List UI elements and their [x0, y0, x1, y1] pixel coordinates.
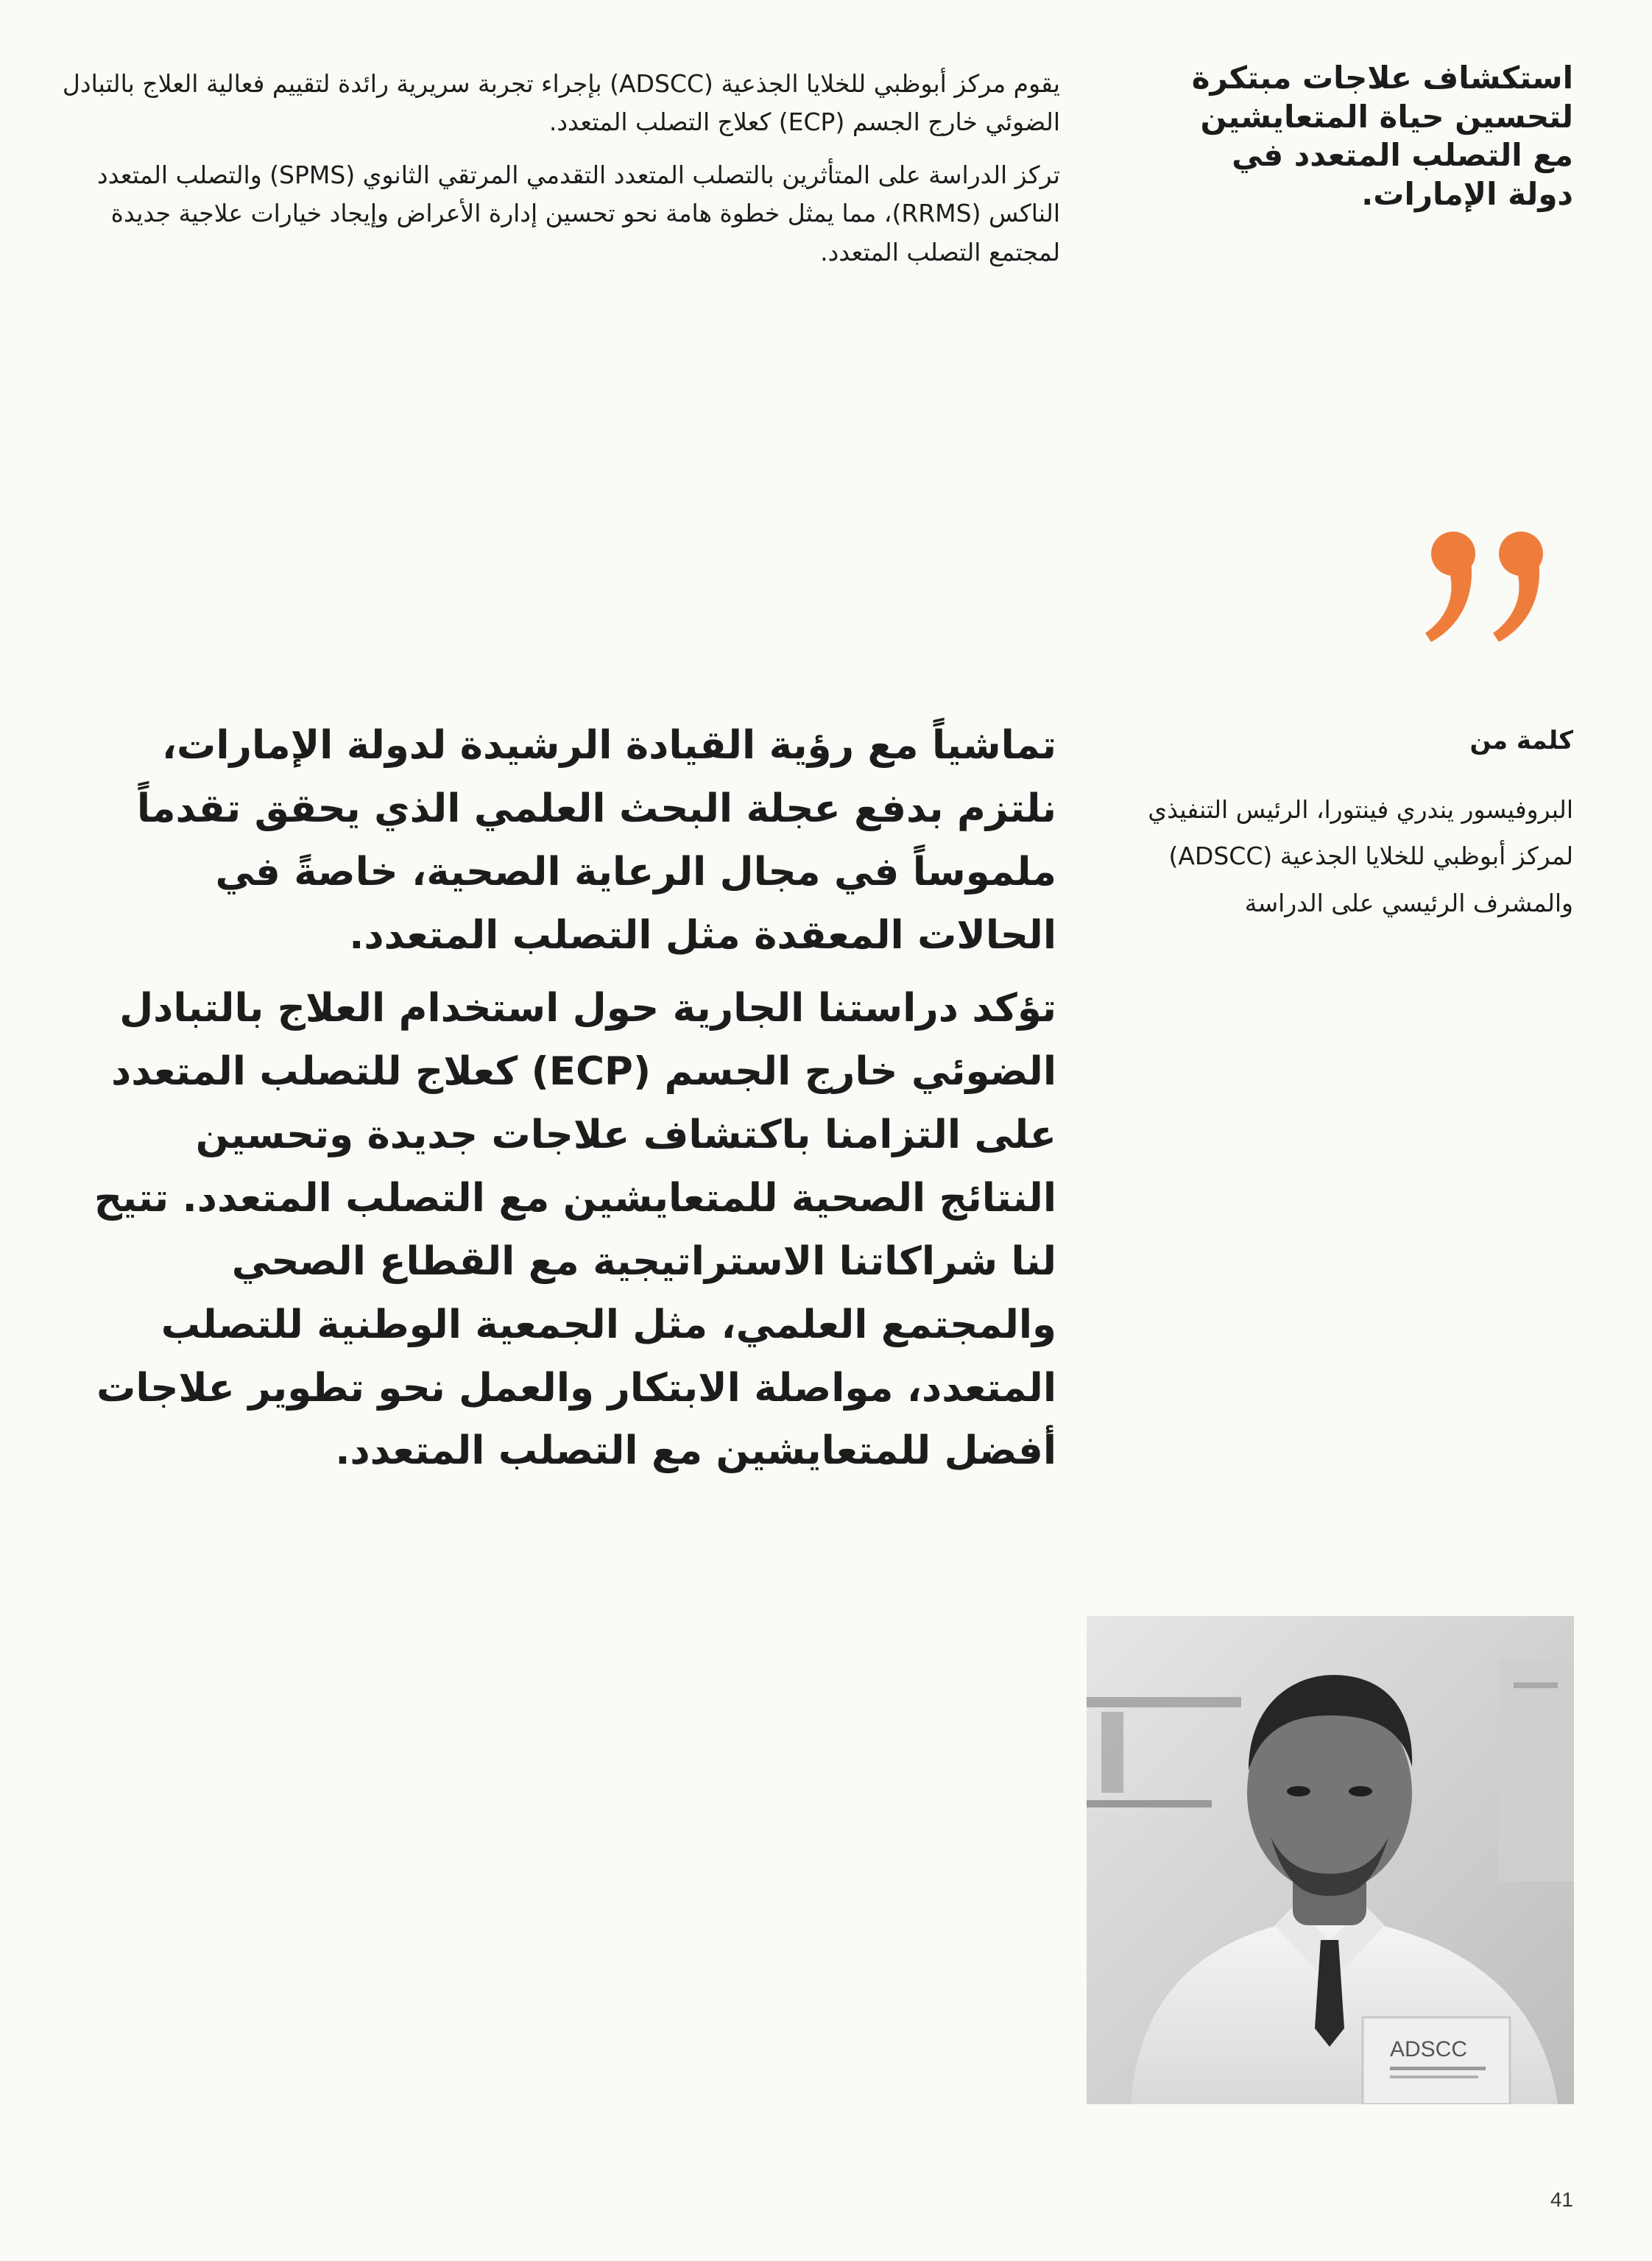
intro-paragraph: يقوم مركز أبوظبي للخلايا الجذعية (ADSCC) بإجراء تجربة سريرية رائدة لتقييم فعالية العلاج بالتبادل الضوئي خارج الجسم (ECP) كعلاج التصلب المتعدد. — [62, 69, 1060, 137]
quote-body — [66, 714, 1056, 1493]
coat-badge-text: ADSCC — [1390, 2037, 1468, 2061]
intro-paragraph: تركز الدراسة على المتأثرين بالتصلب المتعدد التقدمي المرتقي الثانوي (SPMS) والتصلب المتعدد الناكس (RRMS)، مما يمثل خطوة هامة نحو تحسين إدارة الأعراض وإيجاد خيارات علاجية جديدة لمجتمع التصلب المتعدد. — [96, 161, 1060, 267]
speaker-description: البروفيسور يندري فينتورا، الرئيس التنفيذي لمركز أبوظبي للخلايا الجذعية (ADSCC) والمشرف الرئيسي على الدراسة — [1148, 795, 1573, 917]
intro-text — [52, 65, 1060, 286]
page-number: 41 — [1550, 2188, 1573, 2211]
quotation-mark-icon — [1416, 515, 1556, 655]
portrait-photo — [1087, 1616, 1574, 2104]
section-heading: استكشاف علاجات مبتكرة لتحسين حياة المتعايشين مع التصلب المتعدد في دولة الإمارات. — [1191, 60, 1573, 212]
quote-paragraph: تماشياً مع رؤية القيادة الرشيدة لدولة الإمارات، نلتزم بدفع عجلة البحث العلمي الذي يحقق تقدماً ملموساً في مجال الرعاية الصحية، خاصةً في الحالات المعقدة مثل التصلب المتعدد. — [136, 723, 1056, 958]
quote-paragraph: تؤكد دراستنا الجارية حول استخدام العلاج بالتبادل الضوئي خارج الجسم (ECP) كعلاج للتصلب المتعدد على التزامنا باكتشاف علاجات جديدة وتحسين النتائج الصحية للمتعايشين مع التصلب المتعدد. تتيح لنا شراكاتنا الاستراتيجية مع القطاع الصحي والمجتمع العلمي، مثل الجمعية الوطنية للتصلب المتعدد، مواصلة الابتكار والعمل نحو تطوير علاجات أفضل للمتعايشين مع التصلب المتعدد. — [93, 986, 1056, 1474]
speaker-label: كلمة من — [1469, 726, 1573, 755]
